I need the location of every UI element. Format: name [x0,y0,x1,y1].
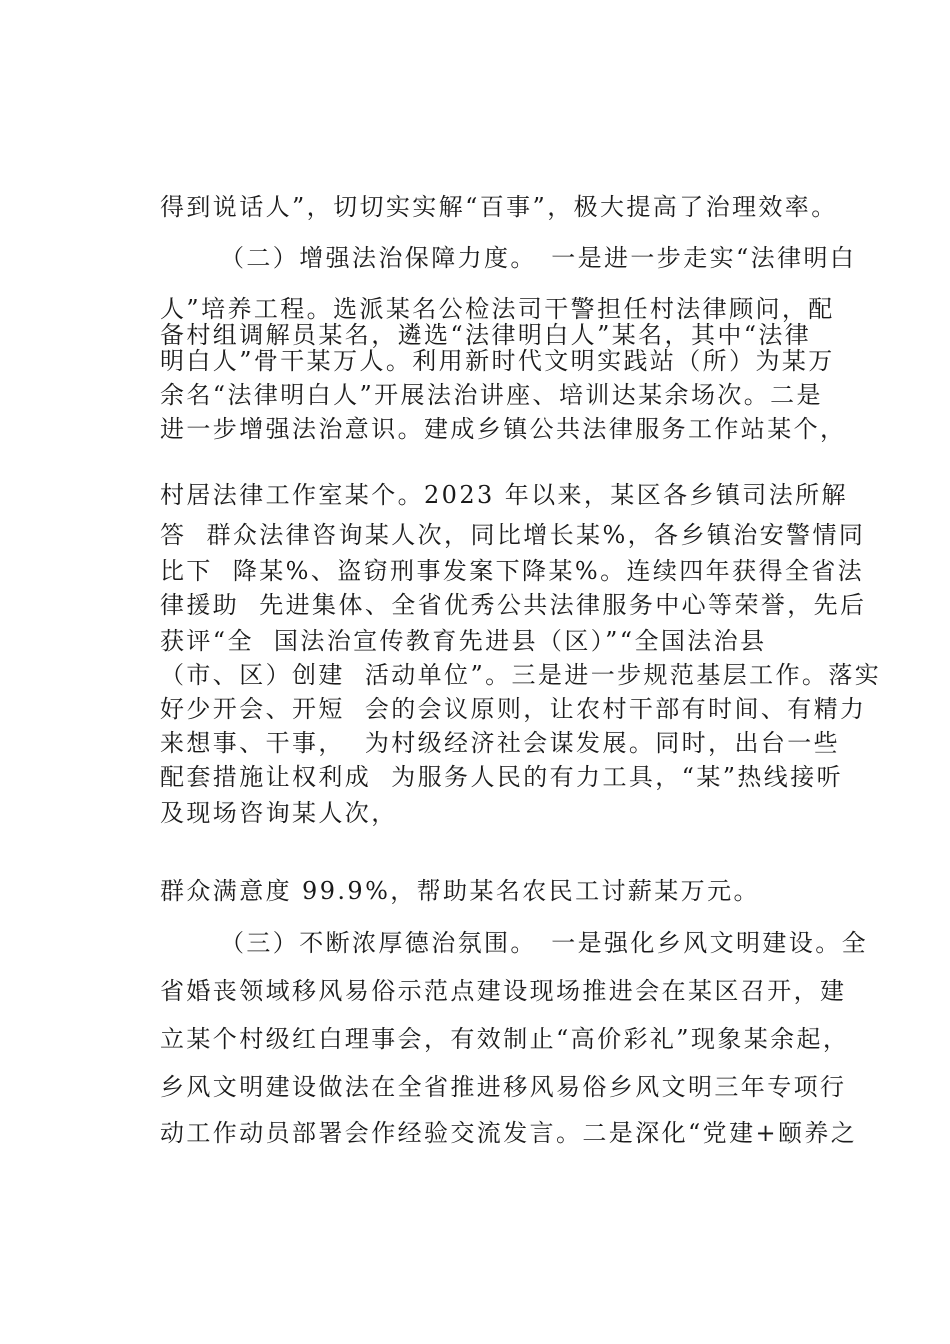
text-line: 律援助 先进集体、全省优秀公共法律服务中心等荣誉，先后 [160,591,867,619]
text-line: 立某个村级红白理事会，有效制止“高价彩礼”现象某余起， [160,1025,850,1053]
text-line: 群众满意度 99.9%，帮助某名农民工讨薪某万元。 [160,877,760,905]
text-line: 省婚丧领域移风易俗示范点建设现场推进会在某区召开，建 [160,977,847,1005]
text-line: 来想事、干事， 为村级经济社会谋发展。同时，出台一些 [160,729,841,757]
text-line: 比下 降某%、盗窃刑事发案下降某%。连续四年获得全省法 [160,557,865,585]
text-line: 得到说话人”，切切实实解“百事”，极大提高了治理效率。 [160,193,838,221]
text-line: 及现场咨询某人次， [160,799,398,827]
text-line: 好少开会、开短 会的会议原则，让农村干部有时间、有精力 [160,695,867,723]
section-heading-line: （三）不断浓厚德治氛围。 一是强化乡风文明建设。全 [220,929,868,957]
text-line: 人”培养工程。选派某名公检法司干警担任村法律顾问，配 [160,295,835,323]
text-line: 乡风文明建设做法在全省推进移风易俗乡风文明三年专项行 [160,1073,847,1101]
text-line: 进一步增强法治意识。建成乡镇公共法律服务工作站某个， [160,415,847,443]
text-line: 村居法律工作室某个。2023 年以来，某区各乡镇司法所解 [160,481,848,509]
text-line: 动工作动员部署会作经验交流发言。二是深化“党建+颐养之 [160,1119,858,1147]
text-line: 答 群众法律咨询某人次，同比增长某%，各乡镇治安警情同 [160,521,866,549]
text-line: （市、区）创建 活动单位”。三是进一步规范基层工作。落实 [160,661,882,689]
text-line: 获评“全 国法治宣传教育先进县（区）”“全国法治县 [160,627,767,655]
text-line: 明白人”骨干某万人。利用新时代文明实践站（所）为某万 [160,347,835,375]
text-line: 配套措施让权利成 为服务人民的有力工具，“某”热线接听 [160,763,843,791]
text-line: 余名“法律明白人”开展法治讲座、培训达某余场次。二是 [160,381,823,409]
section-heading-line: （二）增强法治保障力度。 一是进一步走实“法律明白 [220,244,857,272]
text-line: 备村组调解员某名，遴选“法律明白人”某名，其中“法律 [160,321,812,349]
